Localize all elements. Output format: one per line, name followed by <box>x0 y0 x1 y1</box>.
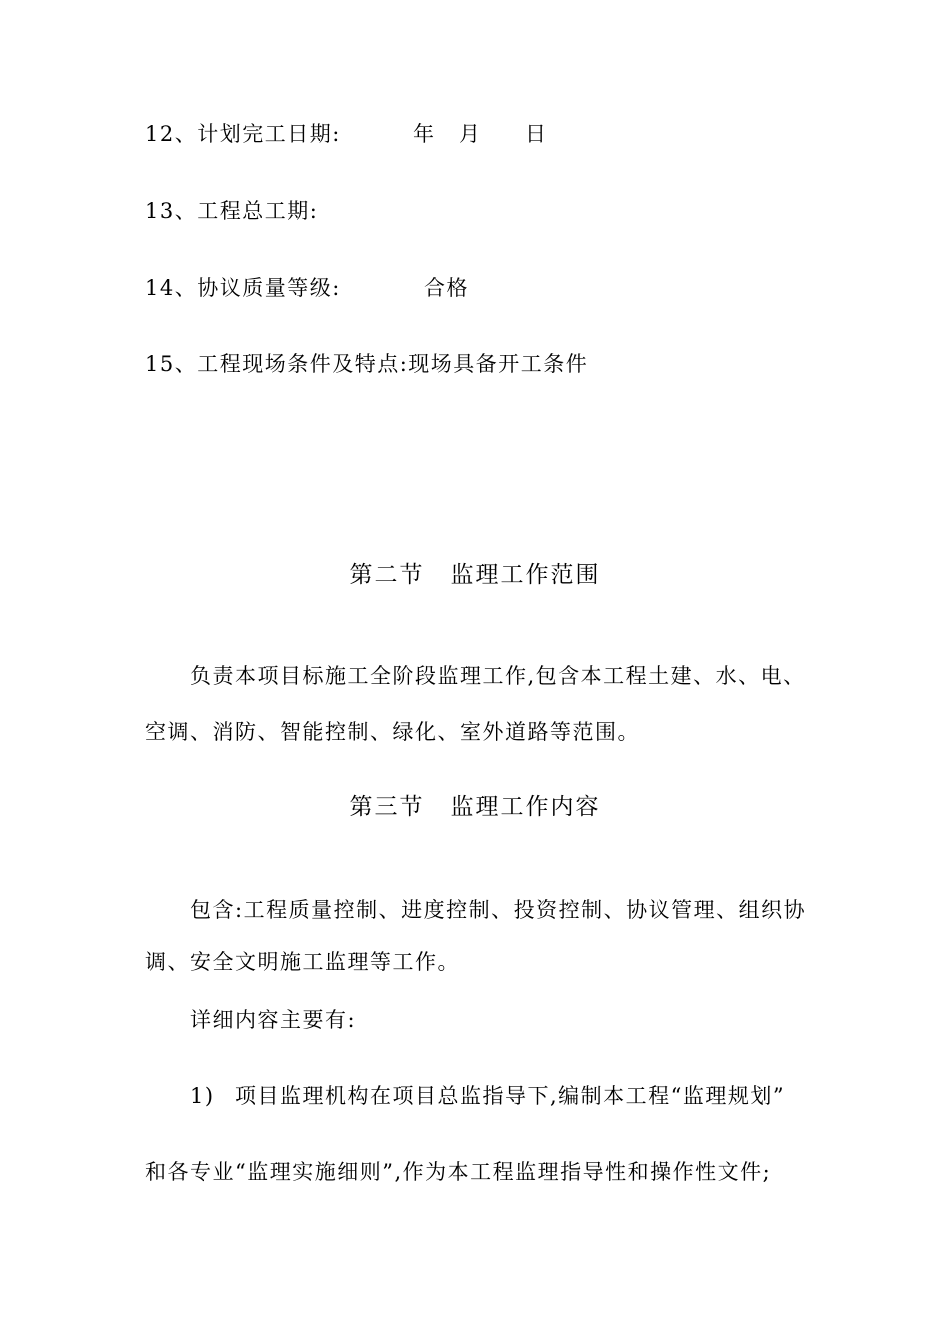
section-3-para-1-line-2: 调、安全文明施工监理等工作。 <box>145 950 460 974</box>
item-12 <box>145 120 341 148</box>
section-2-heading <box>0 560 950 590</box>
item-12-month: 月 <box>459 122 482 146</box>
item-14-label: 14、协议质量等级: <box>145 276 341 300</box>
item-15-value: 现场具备开工条件 <box>408 352 589 376</box>
item-13 <box>145 197 318 225</box>
item-14 <box>145 274 341 302</box>
section-2-para-line-1: 负责本项目标施工全阶段监理工作,包含本工程土建、水、电、 <box>190 664 806 688</box>
item-12-label: 12、计划完工日期: <box>145 122 341 146</box>
list-item-1-line-1: 项目监理机构在项目总监指导下,编制本工程“监理规划” <box>235 1084 786 1108</box>
list-item-1-line-2: 和各专业“监理实施细则”,作为本工程监理指导性和操作性文件; <box>145 1160 772 1184</box>
section-3-title: 监理工作内容 <box>450 794 601 820</box>
section-2-title: 监理工作范围 <box>450 562 601 588</box>
item-15-label: 15、工程现场条件及特点: <box>145 352 409 376</box>
section-2-number: 第二节 <box>349 562 425 588</box>
item-13-label: 13、工程总工期: <box>145 199 319 223</box>
section-3-number: 第三节 <box>349 794 425 820</box>
item-12-day: 日 <box>525 122 548 146</box>
section-3-para-2: 详细内容主要有: <box>190 1008 357 1032</box>
list-item-1-marker: 1) <box>190 1084 215 1108</box>
section-3-para-1-line-1: 包含:工程质量控制、进度控制、投资控制、协议管理、组织协 <box>190 898 807 922</box>
section-3-heading <box>0 792 950 822</box>
item-15 <box>145 350 588 378</box>
section-2-para-line-2: 空调、消防、智能控制、绿化、室外道路等范围。 <box>145 720 640 744</box>
item-14-value: 合格 <box>424 276 469 300</box>
item-12-year: 年 <box>413 122 436 146</box>
